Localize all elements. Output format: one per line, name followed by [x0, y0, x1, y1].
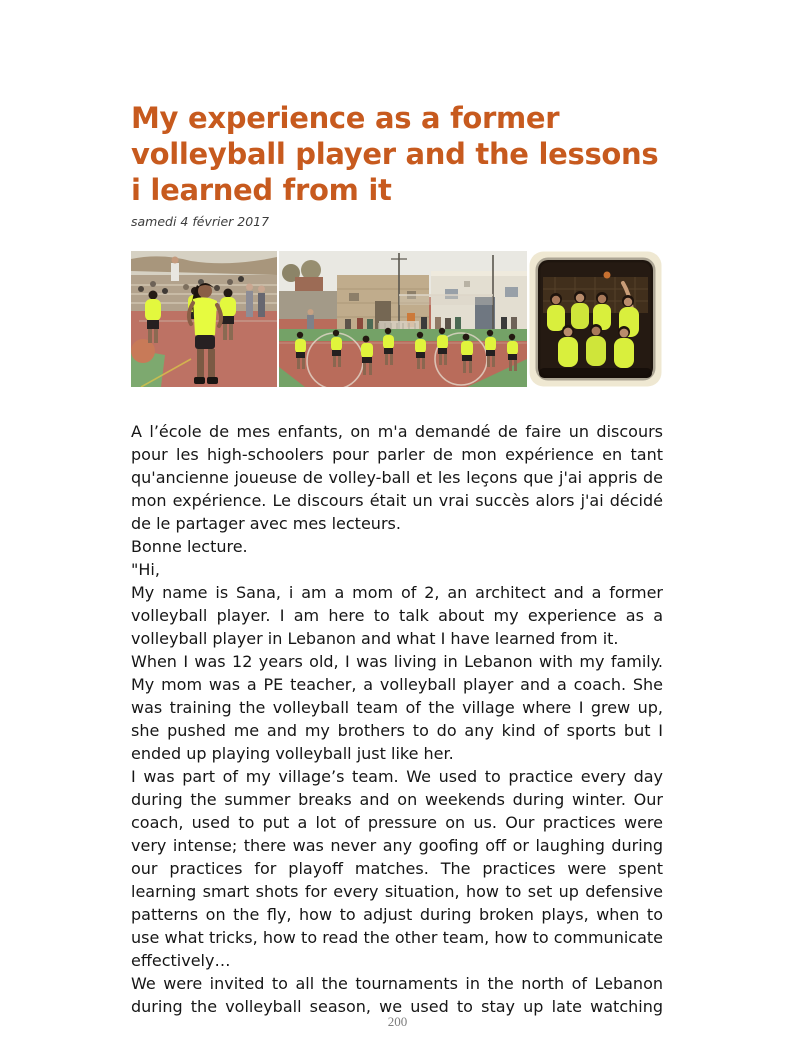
- photo-collage: [131, 251, 663, 387]
- paragraph-village-team: I was part of my village’s team. We used to practice every day during the summer breaks and on weekends during winter. Our coach, used to put a lot of pressure on us. Our practices were very intense; there was never any goofing off or laughing during our practices for playoff matches. The practices were spent learning smart shots for every situation, how to set up defensive patterns on the fly, how to adjust during broken plays, when to use what tricks, how to read the other team, how to communicate effectively…: [131, 767, 663, 970]
- photo-team-framed: [529, 251, 662, 387]
- paragraph-intro-french: A l’école de mes enfants, on m'a demandé de faire un discours pour les high-schoolers pour parler de mon expérience en tant qu'ancienne joueuse de volley-ball et les leçons que j'ai appris de mon expérience. Le discours était un vrai succès alors j'ai décidé de le partager avec mes lecteurs.: [131, 422, 663, 533]
- paragraph-tournaments: We were invited to all the tournaments in the north of Lebanon during the volleyball season, we used to stay up late watching: [131, 974, 663, 1016]
- photo-court-warmup: [131, 251, 277, 387]
- article-date: samedi 4 février 2017: [131, 214, 270, 229]
- paragraph-hi: "Hi,: [131, 560, 160, 579]
- page-number: 200: [387, 1014, 408, 1029]
- paragraph-bonne-lecture: Bonne lecture.: [131, 537, 248, 556]
- article-title: My experience as a former volleyball player and the lessons i learned from it: [131, 101, 659, 207]
- article-body: [131, 420, 663, 1018]
- article-content: [131, 100, 663, 1018]
- paragraph-when-i-was-12: When I was 12 years old, I was living in Lebanon with my family. My mom was a PE teacher, a volleyball player and a coach. She was training the volleyball team of the village where I grew up, she pushed me and my brothers to do any kind of sports but I ended up playing volleyball just like her.: [131, 652, 663, 763]
- photo-match-wide: [279, 251, 527, 387]
- paragraph-my-name: My name is Sana, i am a mom of 2, an architect and a former volleyball player. I am here to talk about my experience as a volleyball player in Lebanon and what I have learned from it.: [131, 583, 663, 648]
